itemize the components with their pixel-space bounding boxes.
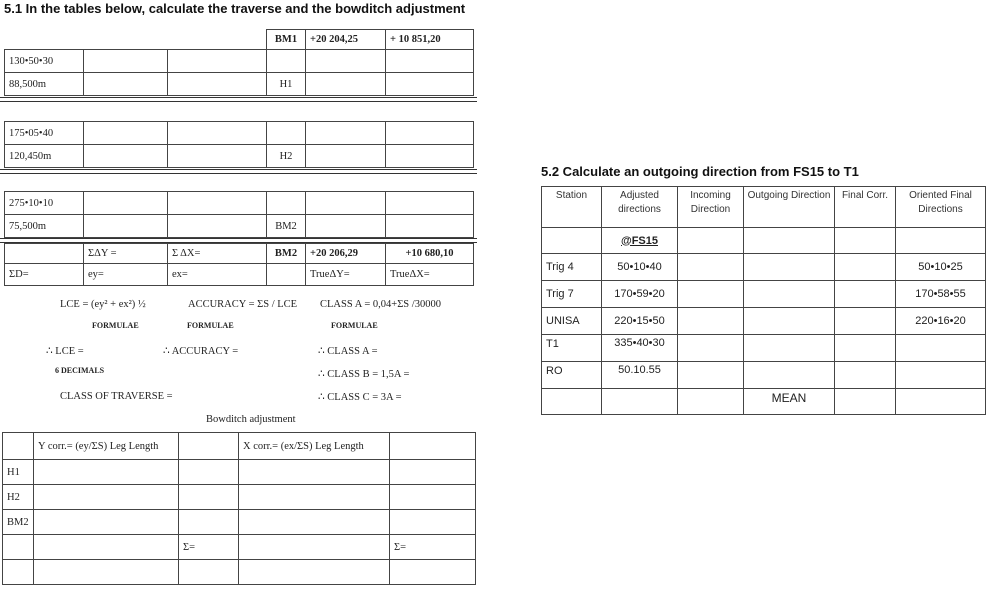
leg-2-station: H2 bbox=[267, 145, 306, 168]
leg-3-distance: 75,500m bbox=[5, 215, 84, 238]
bowditch-sum-x: Σ= bbox=[390, 535, 476, 560]
station-trig4: Trig 4 bbox=[542, 254, 602, 281]
adjusted-trig7: 170•59•20 bbox=[602, 281, 678, 308]
cell[interactable] bbox=[678, 228, 744, 254]
cell[interactable] bbox=[390, 433, 476, 460]
fs15-label: @FS15 bbox=[620, 234, 659, 247]
class-a-result: ∴ CLASS A = bbox=[318, 346, 378, 357]
cell[interactable] bbox=[835, 254, 896, 281]
cell[interactable] bbox=[542, 228, 602, 254]
leg-1-direction: 130•50•30 bbox=[5, 50, 84, 73]
oriented-trig4: 50•10•25 bbox=[896, 254, 986, 281]
cell[interactable] bbox=[306, 50, 386, 73]
ex-label: ex= bbox=[168, 264, 267, 286]
sum-dx-label: Σ ΔX= bbox=[168, 244, 267, 264]
cell[interactable] bbox=[386, 122, 474, 145]
leg-1-distance: 88,500m bbox=[5, 73, 84, 96]
cell[interactable] bbox=[239, 460, 390, 485]
cell[interactable] bbox=[239, 510, 390, 535]
header-oriented: Oriented Final Directions bbox=[896, 187, 986, 228]
cell[interactable] bbox=[744, 362, 835, 389]
cell[interactable] bbox=[267, 122, 306, 145]
adjusted-unisa: 220•15•50 bbox=[602, 308, 678, 335]
accuracy-formula: ACCURACY = ΣS / LCE bbox=[188, 299, 298, 310]
cell[interactable] bbox=[306, 145, 386, 168]
class-of-traverse: CLASS OF TRAVERSE = bbox=[60, 391, 173, 402]
cell[interactable] bbox=[179, 433, 239, 460]
cell[interactable] bbox=[168, 73, 267, 96]
cell[interactable] bbox=[390, 560, 476, 585]
cell[interactable] bbox=[835, 362, 896, 389]
end-y: +20 206,29 bbox=[306, 244, 386, 264]
cell[interactable] bbox=[34, 510, 179, 535]
header-outgoing: Outgoing Direction bbox=[744, 187, 835, 228]
cell[interactable] bbox=[168, 122, 267, 145]
adjusted-trig4: 50•10•40 bbox=[602, 254, 678, 281]
leg-3-table bbox=[4, 191, 474, 238]
cell[interactable] bbox=[34, 460, 179, 485]
cell[interactable] bbox=[835, 308, 896, 335]
cell[interactable] bbox=[306, 215, 386, 238]
cell[interactable] bbox=[542, 389, 602, 415]
cell[interactable] bbox=[5, 244, 84, 264]
true-x-label: TrueΔX= bbox=[386, 264, 474, 286]
oriented-t1[interactable] bbox=[896, 335, 986, 362]
class-c-result: ∴ CLASS C = 3A = bbox=[318, 392, 402, 403]
cell[interactable] bbox=[835, 228, 896, 254]
start-station: BM1 bbox=[267, 30, 306, 50]
decimals-note: 6 DECIMALS bbox=[55, 366, 105, 375]
start-row-table bbox=[266, 29, 474, 50]
cell[interactable] bbox=[896, 228, 986, 254]
formulae-label-2: FORMULAE bbox=[187, 321, 234, 330]
section-2-title: 5.2 Calculate an outgoing direction from FS15 to T1 bbox=[541, 164, 859, 179]
cell[interactable] bbox=[744, 254, 835, 281]
cell[interactable] bbox=[390, 510, 476, 535]
formulae-label-3: FORMULAE bbox=[331, 321, 378, 330]
cell[interactable] bbox=[678, 389, 744, 415]
cell[interactable] bbox=[390, 460, 476, 485]
cell[interactable] bbox=[835, 335, 896, 362]
end-x: +10 680,10 bbox=[386, 244, 474, 264]
cell[interactable] bbox=[678, 254, 744, 281]
bowditch-row-h1: H1 bbox=[3, 460, 34, 485]
class-a-formula: CLASS A = 0,04+ΣS /30000 bbox=[320, 299, 441, 310]
cell[interactable] bbox=[678, 335, 744, 362]
cell[interactable] bbox=[306, 73, 386, 96]
sum-d-label: ΣD= bbox=[5, 264, 84, 286]
cell[interactable] bbox=[239, 485, 390, 510]
double-divider bbox=[0, 169, 477, 174]
class-b-result: ∴ CLASS B = 1,5A = bbox=[318, 369, 410, 380]
adjusted-ro: 50.10.55 bbox=[602, 362, 678, 389]
leg-3-direction: 275•10•10 bbox=[5, 192, 84, 215]
cell[interactable] bbox=[168, 192, 267, 215]
section-1-title: 5.1 In the tables below, calculate the traverse and the bowditch adjustment bbox=[4, 1, 466, 16]
cell[interactable] bbox=[3, 433, 34, 460]
cell[interactable] bbox=[267, 192, 306, 215]
cell[interactable] bbox=[84, 122, 168, 145]
cell[interactable] bbox=[678, 308, 744, 335]
accuracy-result: ∴ ACCURACY = bbox=[163, 346, 239, 357]
start-x: + 10 851,20 bbox=[386, 30, 474, 50]
cell[interactable] bbox=[306, 122, 386, 145]
oriented-ro[interactable] bbox=[896, 362, 986, 389]
cell[interactable] bbox=[84, 50, 168, 73]
double-divider bbox=[0, 97, 477, 102]
leg-2-table bbox=[4, 121, 474, 168]
oriented-unisa: 220•16•20 bbox=[896, 308, 986, 335]
header-station: Station bbox=[542, 187, 602, 228]
leg-3-station: BM2 bbox=[267, 215, 306, 238]
cell[interactable] bbox=[386, 73, 474, 96]
cell[interactable] bbox=[168, 215, 267, 238]
station-trig7: Trig 7 bbox=[542, 281, 602, 308]
y-corr-header: Y corr.= (ey/ΣS) Leg Length bbox=[34, 433, 179, 460]
directions-table bbox=[541, 186, 986, 415]
cell[interactable] bbox=[168, 145, 267, 168]
cell[interactable] bbox=[386, 192, 474, 215]
sum-dy-label: ΣΔY = bbox=[84, 244, 168, 264]
cell[interactable] bbox=[34, 535, 179, 560]
lce-formula: LCE = (ey² + ex²) ½ bbox=[60, 299, 146, 310]
header-final-corr: Final Corr. bbox=[835, 187, 896, 228]
ey-label: ey= bbox=[84, 264, 168, 286]
station-unisa: UNISA bbox=[542, 308, 602, 335]
cell[interactable] bbox=[179, 560, 239, 585]
leg-2-distance: 120,450m bbox=[5, 145, 84, 168]
end-station: BM2 bbox=[267, 244, 306, 264]
cell[interactable] bbox=[896, 389, 986, 415]
cell[interactable] bbox=[744, 335, 835, 362]
station-t1: T1 bbox=[542, 335, 602, 362]
x-corr-header: X corr.= (ex/ΣS) Leg Length bbox=[239, 433, 390, 460]
bowditch-row-h2: H2 bbox=[3, 485, 34, 510]
cell[interactable] bbox=[267, 50, 306, 73]
cell[interactable] bbox=[239, 535, 390, 560]
cell[interactable] bbox=[835, 281, 896, 308]
cell[interactable] bbox=[306, 192, 386, 215]
true-y-label: TrueΔY= bbox=[306, 264, 386, 286]
mean-label: MEAN bbox=[744, 389, 835, 415]
summary-table bbox=[4, 243, 474, 286]
cell[interactable] bbox=[3, 560, 34, 585]
leg-2-direction: 175•05•40 bbox=[5, 122, 84, 145]
station-ro: RO bbox=[542, 362, 602, 389]
cell[interactable] bbox=[744, 308, 835, 335]
adjusted-t1: 335•40•30 bbox=[602, 335, 678, 362]
cell[interactable] bbox=[84, 73, 168, 96]
cell[interactable] bbox=[267, 264, 306, 286]
leg-1-table bbox=[4, 49, 474, 96]
cell[interactable] bbox=[390, 485, 476, 510]
bowditch-sum-y: Σ= bbox=[179, 535, 239, 560]
cell[interactable] bbox=[84, 215, 168, 238]
oriented-trig7: 170•58•55 bbox=[896, 281, 986, 308]
bowditch-table bbox=[2, 432, 476, 585]
lce-result: ∴ LCE = bbox=[46, 346, 84, 357]
cell[interactable] bbox=[34, 485, 179, 510]
cell[interactable] bbox=[602, 389, 678, 415]
bowditch-title: Bowditch adjustment bbox=[206, 414, 296, 425]
bowditch-row-bm2: BM2 bbox=[3, 510, 34, 535]
cell[interactable] bbox=[239, 560, 390, 585]
formulae-label-1: FORMULAE bbox=[92, 321, 139, 330]
leg-1-station: H1 bbox=[267, 73, 306, 96]
cell[interactable] bbox=[3, 535, 34, 560]
header-adjusted: Adjusted directions bbox=[602, 187, 678, 228]
cell[interactable] bbox=[168, 50, 267, 73]
header-incoming: Incoming Direction bbox=[678, 187, 744, 228]
cell[interactable] bbox=[179, 460, 239, 485]
start-y: +20 204,25 bbox=[306, 30, 386, 50]
cell[interactable] bbox=[179, 510, 239, 535]
cell[interactable] bbox=[678, 281, 744, 308]
cell[interactable] bbox=[34, 560, 179, 585]
cell[interactable] bbox=[386, 145, 474, 168]
cell[interactable] bbox=[744, 228, 835, 254]
cell[interactable] bbox=[835, 389, 896, 415]
cell[interactable] bbox=[386, 215, 474, 238]
cell[interactable] bbox=[678, 362, 744, 389]
cell[interactable] bbox=[179, 485, 239, 510]
cell[interactable] bbox=[84, 192, 168, 215]
cell[interactable] bbox=[84, 145, 168, 168]
cell[interactable] bbox=[744, 281, 835, 308]
cell[interactable] bbox=[386, 50, 474, 73]
